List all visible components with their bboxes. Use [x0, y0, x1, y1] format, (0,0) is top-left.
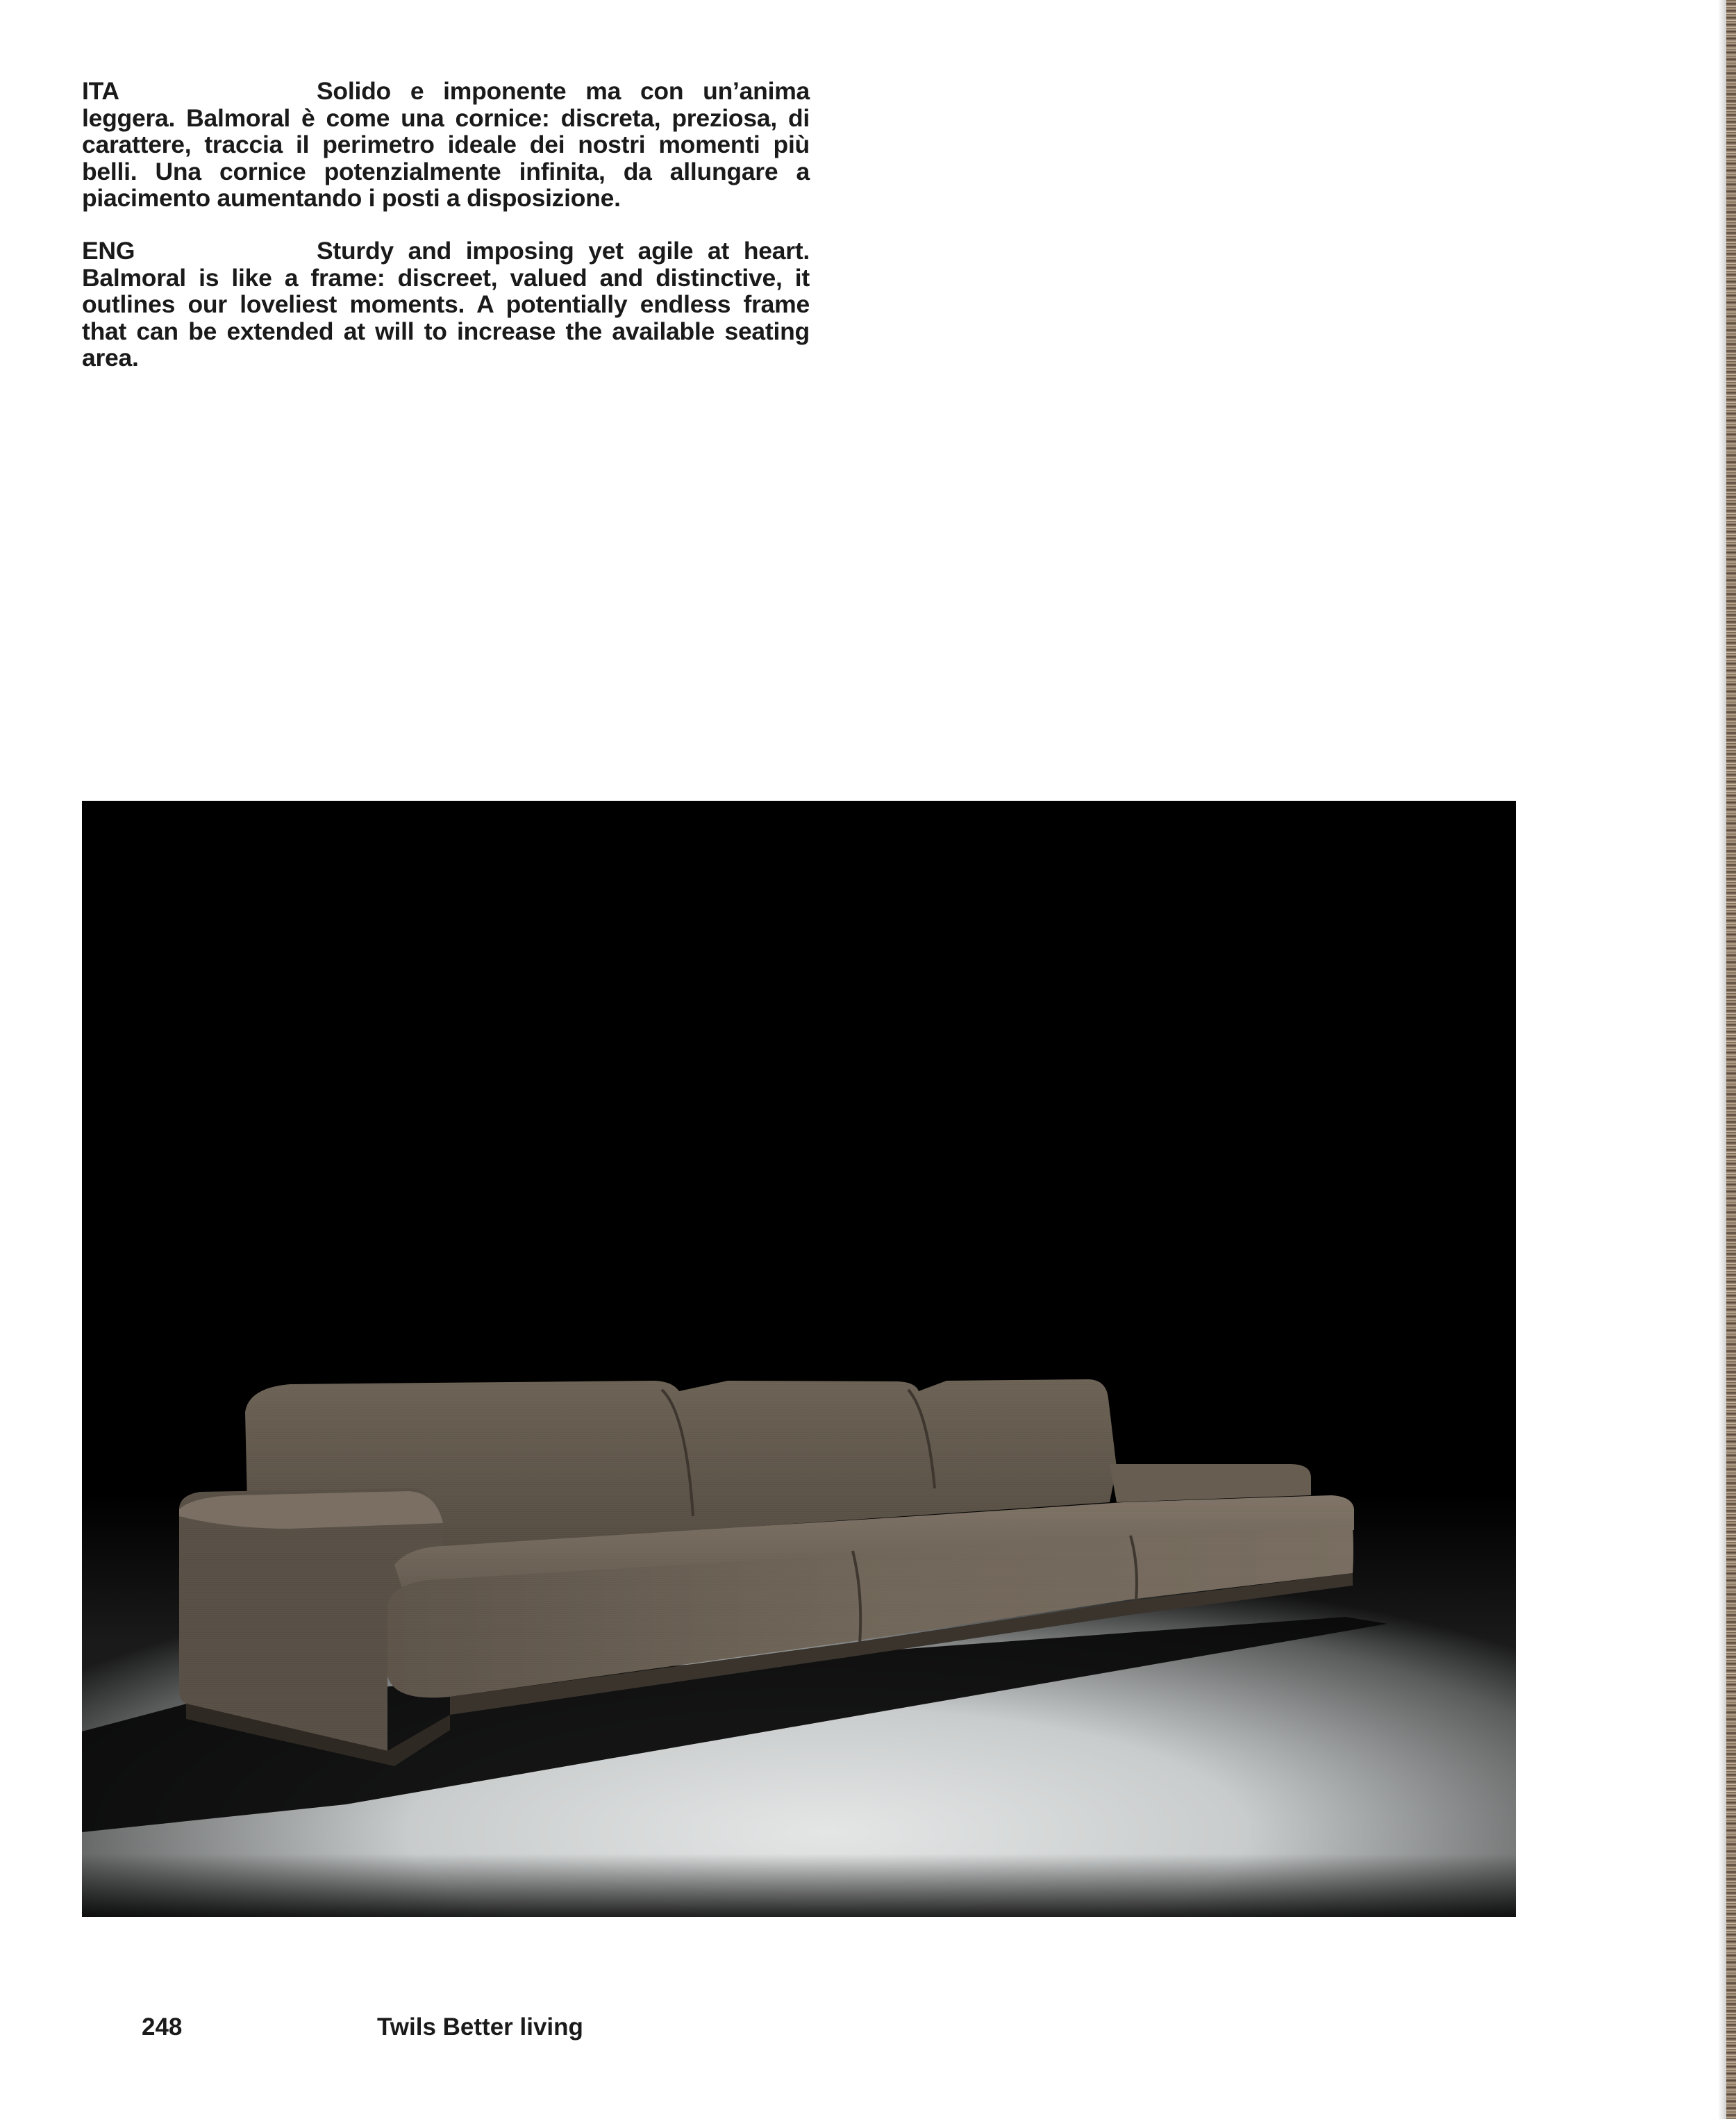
ita-paragraph [82, 78, 810, 212]
sofa-photo [82, 801, 1516, 1917]
eng-lang-label: ENG [82, 237, 135, 265]
publication-title: Twils Better living [377, 2013, 583, 2041]
eng-text: Sturdy and imposing yet agile at heart. Balmoral is like a frame: discreet, valued and distinctive, it outlines our loveliest moments. A potentially endless frame that can be extended at will to increase the available seating area. [82, 237, 810, 372]
ita-lang-label: ITA [82, 77, 119, 105]
page-edge [1726, 0, 1736, 2119]
page-edge-shadow [1718, 0, 1726, 2119]
sofa-icon [82, 801, 1516, 1917]
page-number: 248 [142, 2013, 183, 2041]
eng-paragraph [82, 238, 810, 372]
ita-text: Solido e imponente ma con un’anima leggera. Balmoral è come una cornice: discreta, preziosa, di carattere, traccia il perimetro ideale dei nostri momenti più belli. Una cornice potenzialmente infinita, da allungare a piacimento aumentando i posti a disposizione. [82, 77, 810, 212]
